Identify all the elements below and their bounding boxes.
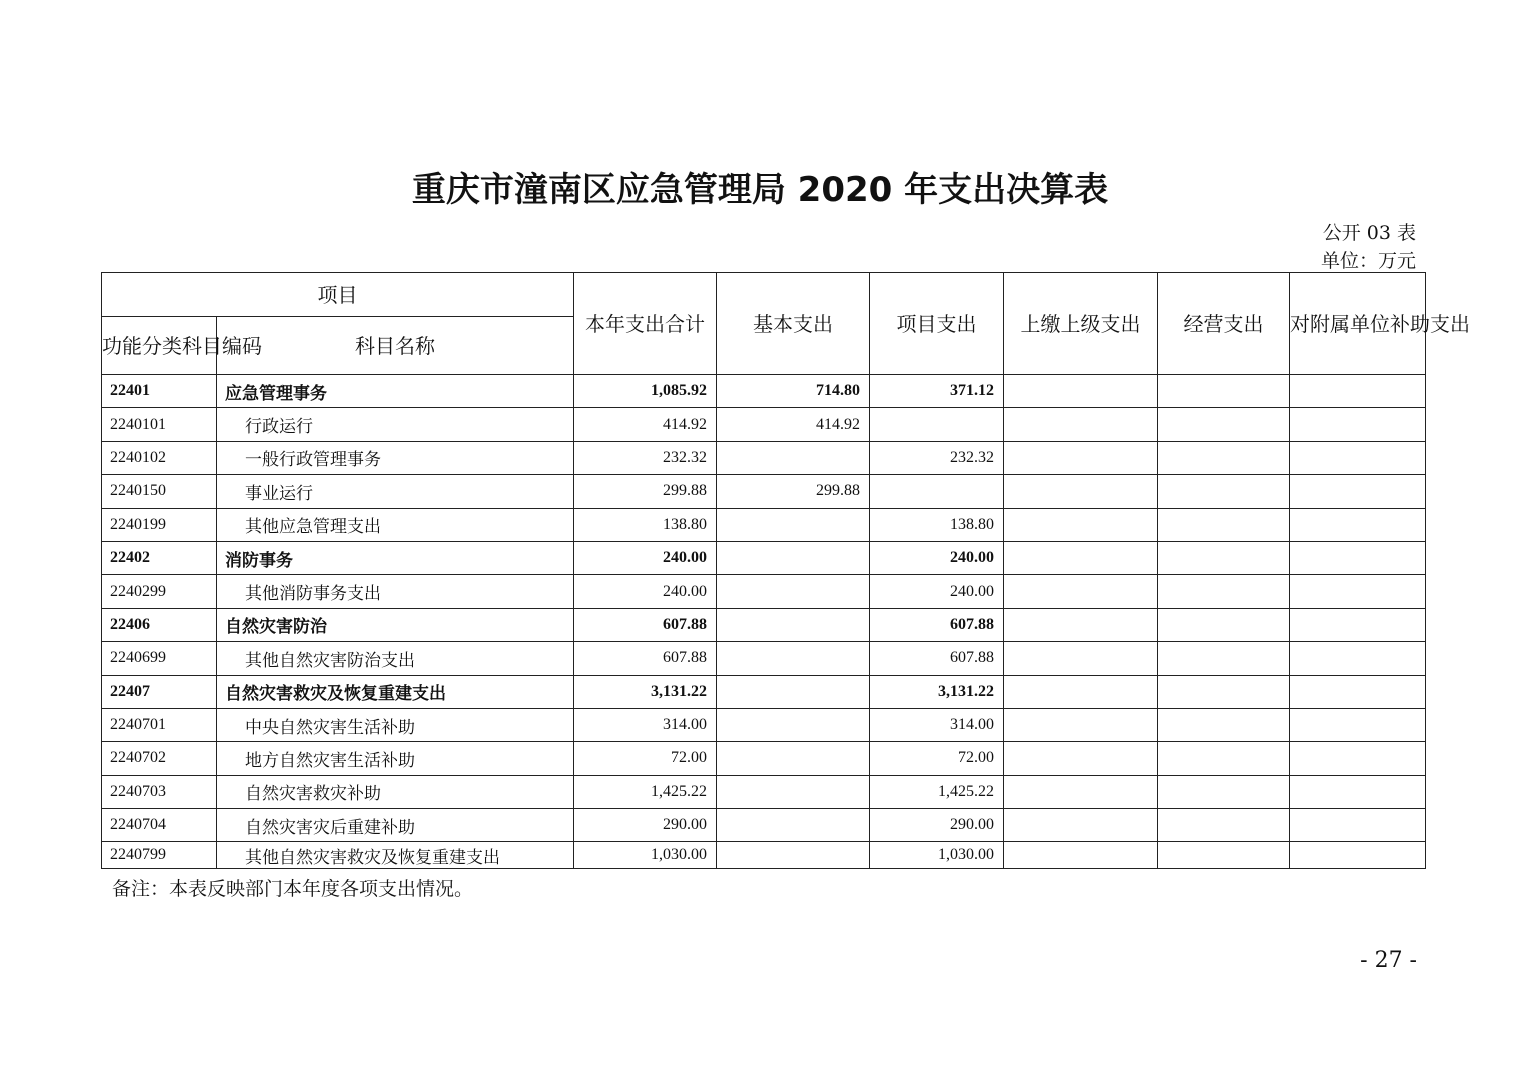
table-row — [102, 475, 1426, 508]
cell-total: 3,131.22 — [574, 675, 717, 708]
header-name: 科目名称 — [217, 317, 574, 375]
cell-business — [1158, 541, 1290, 574]
cell-total: 240.00 — [574, 575, 717, 608]
cell-code: 2240150 — [102, 475, 217, 508]
cell-subsidy — [1290, 708, 1426, 741]
cell-upper — [1004, 475, 1158, 508]
cell-upper — [1004, 642, 1158, 675]
cell-total: 240.00 — [574, 541, 717, 574]
cell-code: 2240799 — [102, 842, 217, 869]
table-row — [102, 842, 1426, 869]
cell-subsidy — [1290, 842, 1426, 869]
cell-total: 299.88 — [574, 475, 717, 508]
table-row — [102, 375, 1426, 408]
cell-total: 72.00 — [574, 742, 717, 775]
cell-project: 607.88 — [870, 642, 1004, 675]
cell-name: 自然灾害救灾补助 — [217, 775, 574, 808]
cell-subsidy — [1290, 809, 1426, 842]
footnote: 备注：本表反映部门本年度各项支出情况。 — [112, 878, 474, 900]
cell-basic — [717, 575, 870, 608]
cell-code: 2240699 — [102, 642, 217, 675]
table-number: 公开 03 表 — [1322, 222, 1416, 244]
cell-name: 一般行政管理事务 — [217, 441, 574, 474]
cell-upper — [1004, 842, 1158, 869]
cell-basic — [717, 809, 870, 842]
cell-code: 2240704 — [102, 809, 217, 842]
cell-name: 行政运行 — [217, 408, 574, 441]
cell-total: 1,085.92 — [574, 375, 717, 408]
cell-subsidy — [1290, 408, 1426, 441]
cell-business — [1158, 508, 1290, 541]
cell-code: 2240703 — [102, 775, 217, 808]
cell-subsidy — [1290, 775, 1426, 808]
cell-business — [1158, 842, 1290, 869]
cell-project: 1,030.00 — [870, 842, 1004, 869]
cell-name: 自然灾害救灾及恢复重建支出 — [217, 675, 574, 708]
cell-name: 其他应急管理支出 — [217, 508, 574, 541]
cell-upper — [1004, 408, 1158, 441]
cell-project: 290.00 — [870, 809, 1004, 842]
cell-name: 其他自然灾害救灾及恢复重建支出 — [217, 842, 574, 869]
cell-name: 中央自然灾害生活补助 — [217, 708, 574, 741]
unit-label: 单位：万元 — [1320, 250, 1416, 272]
cell-upper — [1004, 375, 1158, 408]
cell-basic: 299.88 — [717, 475, 870, 508]
cell-basic — [717, 508, 870, 541]
cell-upper — [1004, 541, 1158, 574]
cell-code: 22407 — [102, 675, 217, 708]
cell-subsidy — [1290, 608, 1426, 641]
expenditure-table — [101, 272, 1470, 869]
cell-basic — [717, 541, 870, 574]
cell-name: 应急管理事务 — [217, 375, 574, 408]
cell-project: 607.88 — [870, 608, 1004, 641]
cell-name: 消防事务 — [217, 541, 574, 574]
cell-basic — [717, 675, 870, 708]
header-business: 经营支出 — [1158, 273, 1290, 375]
cell-business — [1158, 608, 1290, 641]
cell-name: 其他自然灾害防治支出 — [217, 642, 574, 675]
cell-code: 22406 — [102, 608, 217, 641]
cell-subsidy — [1290, 675, 1426, 708]
cell-name: 地方自然灾害生活补助 — [217, 742, 574, 775]
cell-business — [1158, 408, 1290, 441]
cell-total: 1,425.22 — [574, 775, 717, 808]
cell-code: 2240199 — [102, 508, 217, 541]
table-row — [102, 441, 1426, 474]
cell-project: 240.00 — [870, 575, 1004, 608]
table-row — [102, 608, 1426, 641]
header-subsidy: 对附属单位补助支出 — [1290, 273, 1426, 375]
table-row — [102, 575, 1426, 608]
cell-code: 22402 — [102, 541, 217, 574]
table-row — [102, 775, 1426, 808]
page-number: - 27 - — [1360, 948, 1417, 973]
header-total: 本年支出合计 — [574, 273, 717, 375]
header-upper: 上缴上级支出 — [1004, 273, 1158, 375]
cell-business — [1158, 375, 1290, 408]
table-row — [102, 408, 1426, 441]
cell-business — [1158, 642, 1290, 675]
cell-project — [870, 408, 1004, 441]
cell-basic — [717, 441, 870, 474]
cell-upper — [1004, 775, 1158, 808]
cell-name: 自然灾害灾后重建补助 — [217, 809, 574, 842]
cell-project: 72.00 — [870, 742, 1004, 775]
cell-project: 240.00 — [870, 541, 1004, 574]
cell-name: 事业运行 — [217, 475, 574, 508]
cell-name: 其他消防事务支出 — [217, 575, 574, 608]
cell-business — [1158, 708, 1290, 741]
cell-code: 2240101 — [102, 408, 217, 441]
header-project: 项目支出 — [870, 273, 1004, 375]
cell-subsidy — [1290, 508, 1426, 541]
cell-basic — [717, 708, 870, 741]
cell-upper — [1004, 575, 1158, 608]
cell-total: 138.80 — [574, 508, 717, 541]
cell-business — [1158, 775, 1290, 808]
cell-subsidy — [1290, 375, 1426, 408]
cell-project: 371.12 — [870, 375, 1004, 408]
cell-business — [1158, 809, 1290, 842]
cell-total: 314.00 — [574, 708, 717, 741]
cell-basic — [717, 842, 870, 869]
cell-business — [1158, 742, 1290, 775]
table-row — [102, 742, 1426, 775]
cell-total: 414.92 — [574, 408, 717, 441]
cell-total: 607.88 — [574, 608, 717, 641]
header-basic: 基本支出 — [717, 273, 870, 375]
table-row — [102, 675, 1426, 708]
cell-upper — [1004, 708, 1158, 741]
cell-upper — [1004, 809, 1158, 842]
table-row — [102, 809, 1426, 842]
cell-total: 290.00 — [574, 809, 717, 842]
cell-business — [1158, 575, 1290, 608]
cell-business — [1158, 475, 1290, 508]
cell-code: 2240299 — [102, 575, 217, 608]
cell-code: 2240102 — [102, 441, 217, 474]
cell-total: 1,030.00 — [574, 842, 717, 869]
cell-project — [870, 475, 1004, 508]
cell-subsidy — [1290, 541, 1426, 574]
cell-basic — [717, 642, 870, 675]
cell-subsidy — [1290, 475, 1426, 508]
cell-code: 2240702 — [102, 742, 217, 775]
cell-total: 232.32 — [574, 441, 717, 474]
table-row — [102, 708, 1426, 741]
cell-basic — [717, 742, 870, 775]
header-code: 功能分类科目编码 — [102, 317, 217, 375]
cell-project: 3,131.22 — [870, 675, 1004, 708]
cell-business — [1158, 441, 1290, 474]
cell-upper — [1004, 675, 1158, 708]
page-title: 重庆市潼南区应急管理局 2020 年支出决算表 — [411, 170, 1109, 210]
cell-name: 自然灾害防治 — [217, 608, 574, 641]
cell-project: 138.80 — [870, 508, 1004, 541]
cell-basic — [717, 775, 870, 808]
cell-project: 314.00 — [870, 708, 1004, 741]
cell-code: 22401 — [102, 375, 217, 408]
header-item: 项目 — [102, 273, 574, 317]
cell-subsidy — [1290, 742, 1426, 775]
cell-subsidy — [1290, 441, 1426, 474]
table-row — [102, 642, 1426, 675]
cell-upper — [1004, 608, 1158, 641]
table-row — [102, 508, 1426, 541]
cell-subsidy — [1290, 575, 1426, 608]
cell-code: 2240701 — [102, 708, 217, 741]
cell-basic: 714.80 — [717, 375, 870, 408]
cell-upper — [1004, 508, 1158, 541]
cell-upper — [1004, 441, 1158, 474]
cell-project: 232.32 — [870, 441, 1004, 474]
cell-project: 1,425.22 — [870, 775, 1004, 808]
cell-total: 607.88 — [574, 642, 717, 675]
table-row — [102, 541, 1426, 574]
cell-basic — [717, 608, 870, 641]
cell-upper — [1004, 742, 1158, 775]
cell-subsidy — [1290, 642, 1426, 675]
cell-business — [1158, 675, 1290, 708]
cell-basic: 414.92 — [717, 408, 870, 441]
